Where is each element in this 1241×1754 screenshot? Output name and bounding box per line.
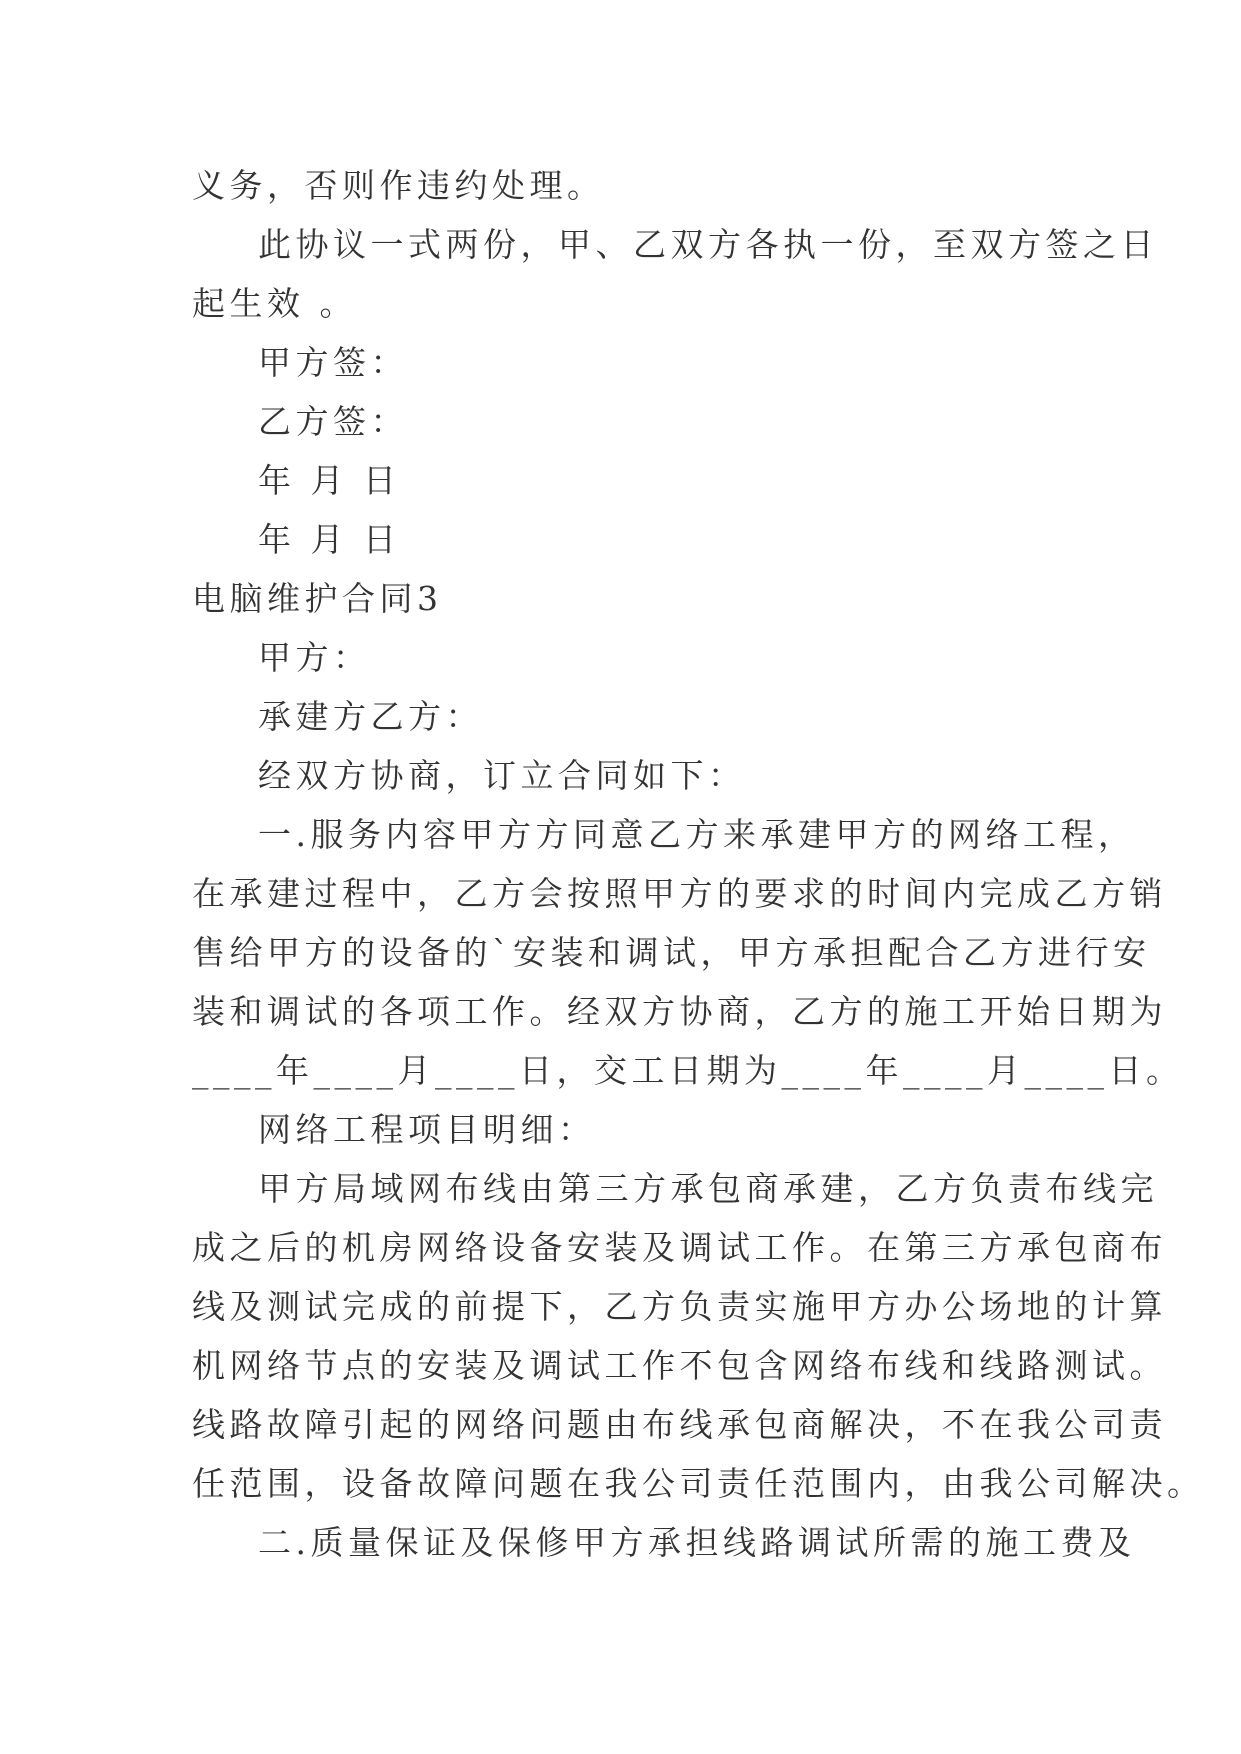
text-line: 二.质量保证及保修甲方承担线路调试所需的施工费及: [258, 1523, 1136, 1562]
text-line: 网络工程项目明细：: [258, 1110, 596, 1149]
text-line: 在承建过程中，乙方会按照甲方的要求的时间内完成乙方销: [192, 874, 1167, 913]
signature-party-b: 乙方签：: [258, 402, 408, 441]
text-line: 成之后的机房网络设备安装及调试工作。在第三方承包商布: [192, 1228, 1167, 1267]
date-line: 年 月 日: [258, 520, 401, 559]
date-line: 年 月 日: [258, 461, 401, 500]
text-line: 线及测试完成的前提下，乙方负责实施甲方办公场地的计算: [192, 1287, 1167, 1326]
party-a-label: 甲方：: [258, 638, 371, 677]
text-line: 线路故障引起的网络问题由布线承包商解决，不在我公司责: [192, 1405, 1167, 1444]
signature-party-a: 甲方签：: [258, 343, 408, 382]
text-line: 此协议一式两份，甲、乙双方各执一份，至双方签之日: [258, 225, 1158, 264]
party-b-label: 承建方乙方：: [258, 697, 483, 736]
section-title: 电脑维护合同3: [192, 579, 443, 618]
text-line: 起生效 。: [192, 284, 357, 323]
text-line: 机网络节点的安装及调试工作不包含网络布线和线路测试。: [192, 1346, 1167, 1385]
text-line: 任范围，设备故障问题在我公司责任范围内，由我公司解决。: [192, 1464, 1205, 1503]
text-line: 一.服务内容甲方方同意乙方来承建甲方的网络工程，: [258, 815, 1136, 854]
text-line: ____年____月____日，交工日期为____年____月____日。: [192, 1051, 1184, 1090]
text-line: 经双方协商，订立合同如下：: [258, 756, 746, 795]
text-line: 甲方局域网布线由第三方承包商承建，乙方负责布线完: [258, 1169, 1158, 1208]
text-line: 售给甲方的设备的`安装和调试，甲方承担配合乙方进行安: [192, 933, 1151, 972]
document-body: [192, 156, 1205, 1572]
text-line: 义务，否则作违约处理。: [192, 166, 605, 205]
text-line: 装和调试的各项工作。经双方协商，乙方的施工开始日期为: [192, 992, 1167, 1031]
